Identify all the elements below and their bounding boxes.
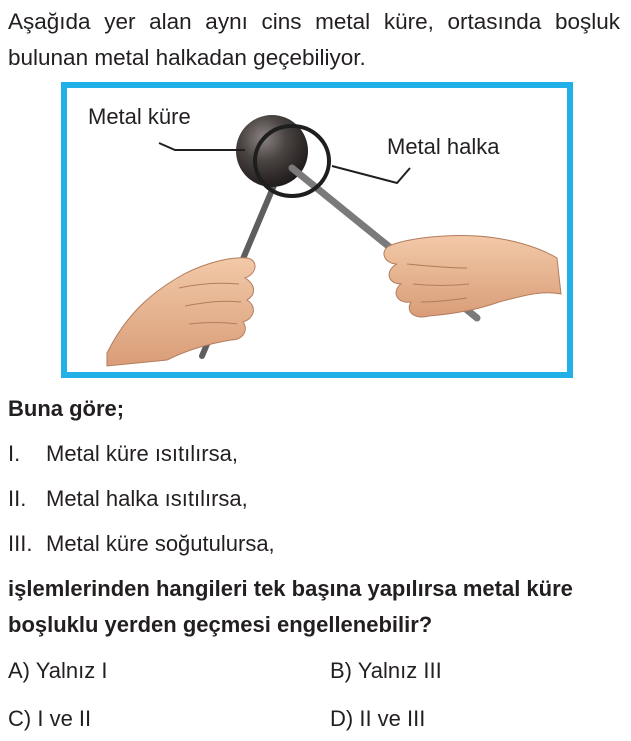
statement-number: II. [8, 486, 27, 511]
option-text: II ve III [359, 706, 426, 731]
sphere-label: Metal küre [88, 104, 191, 129]
option-a[interactable] [8, 656, 107, 686]
statement-text: Metal küre ısıtılırsa, [46, 441, 238, 466]
statement-text: Metal küre soğutulursa, [46, 531, 275, 556]
experiment-figure [61, 82, 573, 378]
question-intro: Aşağıda yer alan aynı cins metal küre, ortasında boşluk bulunan metal halkadan geçebiliyor. [8, 9, 620, 70]
ring-label-line [332, 166, 410, 183]
option-text: Yalnız I [35, 658, 108, 683]
statement-number: I. [8, 441, 21, 466]
ring-label: Metal halka [387, 134, 500, 159]
question-prompt: işlemlerinden hangileri tek başına yapılırsa metal küre boşluklu yerden geçmesi engellenebilir? [8, 576, 573, 637]
statement-2 [8, 484, 248, 514]
right-hand [384, 235, 561, 317]
option-b[interactable] [330, 656, 442, 686]
option-c[interactable] [8, 704, 91, 734]
option-letter: B) [330, 658, 352, 683]
statement-1 [8, 439, 238, 469]
option-letter: D) [330, 706, 354, 731]
question-lead: Buna göre; [8, 396, 125, 421]
option-letter: C) [8, 706, 32, 731]
left-hand [107, 258, 255, 366]
option-text: Yalnız III [357, 658, 442, 683]
option-letter: A) [8, 658, 30, 683]
statement-text: Metal halka ısıtılırsa, [46, 486, 248, 511]
option-text: I ve II [37, 706, 92, 731]
sphere-label-line [159, 143, 245, 150]
option-d[interactable] [330, 704, 425, 734]
statement-number: III. [8, 531, 33, 556]
statement-3 [8, 529, 275, 559]
sphere-and-ring-illustration [67, 88, 567, 372]
